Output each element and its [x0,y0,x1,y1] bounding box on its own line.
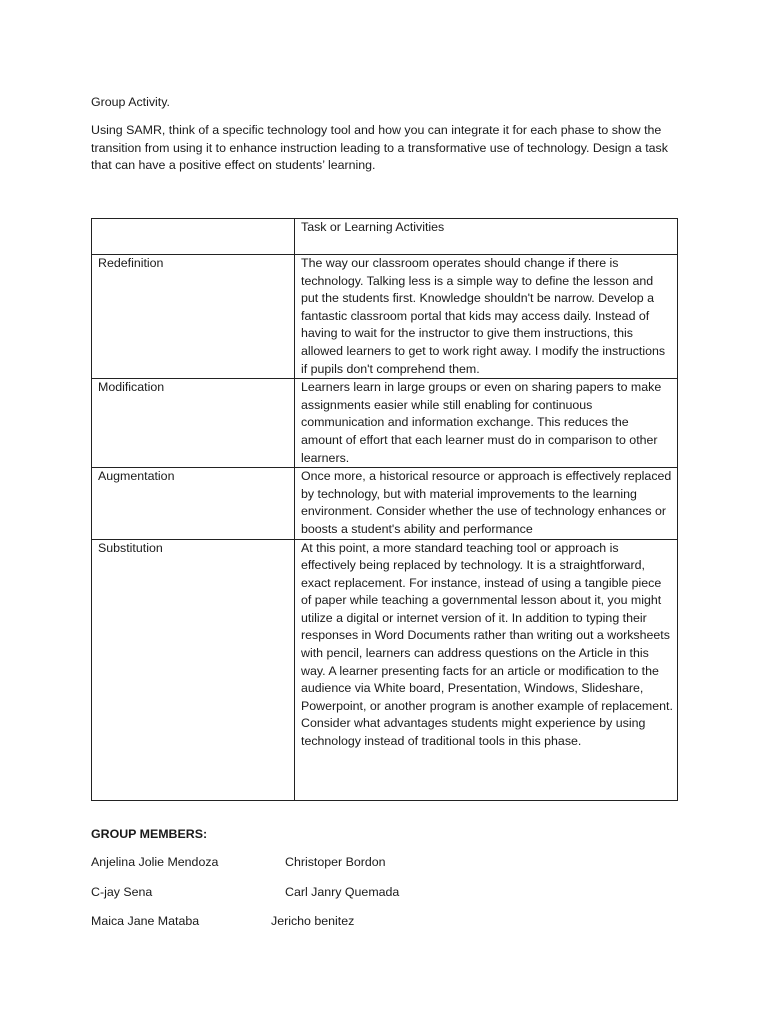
phase-cell: Redefinition [92,255,295,379]
activity-cell: The way our classroom operates should change if there is technology. Talking less is a simple way to define the lesson and put the students first. Knowledge shouldn't be narrow. Develop a fantastic classroom portal that kids may access daily. Instead of having to wait for the instructor to give them instructions, this allowed learners to get to work right away. I modify the instructions if pupils don't comprehend them. [295,255,678,379]
phase-cell: Modification [92,379,295,468]
member-name: Jericho benitez [271,914,355,928]
member-name: Carl Janry Quemada [285,885,400,899]
table-header-row [92,219,678,255]
header-phase-cell [92,219,295,255]
table-row-substitution [92,539,678,800]
document-title: Group Activity. [91,95,170,109]
phase-cell: Augmentation [92,468,295,539]
samr-table [91,218,678,801]
table-row-modification [92,379,678,468]
member-name: C-jay Sena [91,885,153,899]
header-activity-cell: Task or Learning Activities [295,219,678,255]
table-row-redefinition [92,255,678,379]
member-name: Maica Jane Mataba [91,914,200,928]
group-members-title: GROUP MEMBERS: [91,827,208,841]
member-name: Christoper Bordon [285,855,386,869]
phase-cell: Substitution [92,539,295,800]
table-row-augmentation [92,468,678,539]
member-name: Anjelina Jolie Mendoza [91,855,219,869]
activity-cell: At this point, a more standard teaching tool or approach is effectively being replaced by technology. It is a straightforward, exact replacement. For instance, instead of using a tangible piece of paper while teaching a governmental lesson about it, you might utilize a digital or internet version of it. In addition to typing their responses in Word Documents rather than writing out a worksheets with pencil, learners can address questions on the Article in this way. A learner presenting facts for an article or modification to the audience via White board, Presentation, Windows, Slideshare, Powerpoint, or another program is another example of replacement. Consider what advantages students might experience by using technology instead of traditional tools in this phase. [295,539,678,800]
intro-paragraph: Using SAMR, think of a specific technology tool and how you can integrate it for each phase to show the transition from using it to enhance instruction leading to a transformative use of technology. Design a task that can have a positive effect on students’ learning. [91,123,668,173]
activity-cell: Learners learn in large groups or even on sharing papers to make assignments easier while still enabling for continuous communication and information exchange. This reduces the amount of effort that each learner must do in comparison to other learners. [295,379,678,468]
activity-cell: Once more, a historical resource or approach is effectively replaced by technology, but with material improvements to the learning environment. Consider whether the use of technology enhances or boosts a student's ability and performance [295,468,678,539]
